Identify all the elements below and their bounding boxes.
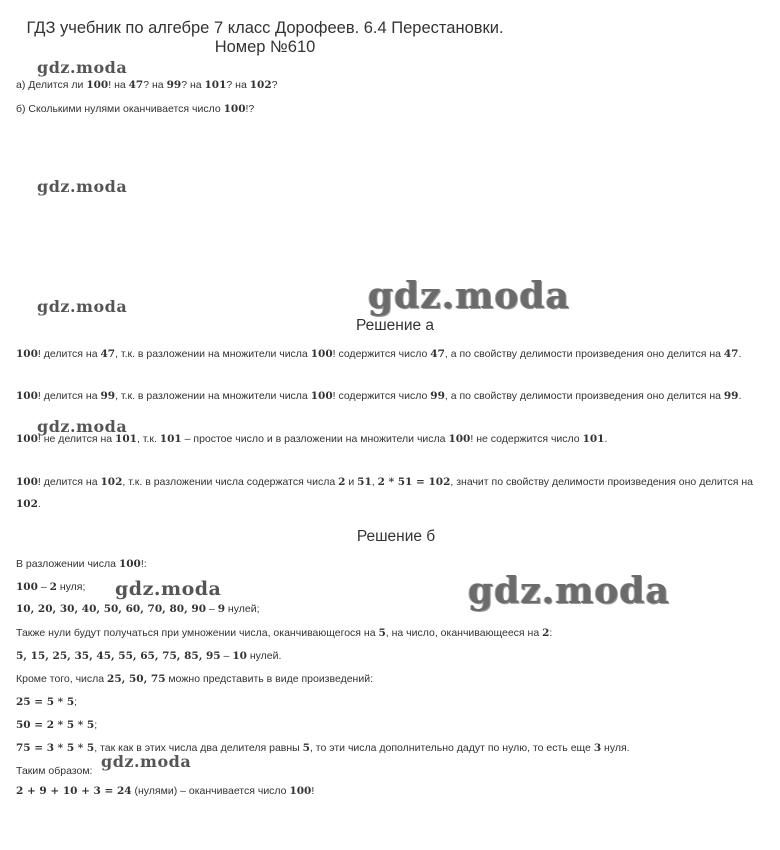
text-fragment: , т.к. в разложении на множители числа [115, 348, 311, 360]
solution-b-line [16, 715, 766, 736]
text-fragment: ? [271, 79, 278, 91]
text-fragment: ? на [181, 79, 205, 91]
text-fragment: : [549, 627, 553, 639]
text-fragment: – [206, 603, 218, 615]
text-fragment: . [738, 348, 742, 360]
solution-b-line [16, 623, 766, 644]
text-fragment: нуля. [601, 742, 630, 754]
text-fragment: и [345, 476, 358, 488]
task-b [16, 99, 766, 120]
solution-b-heading: Решение б [356, 528, 436, 545]
page-title-line-2: Номер №610 [214, 38, 316, 56]
solution-b-line [16, 669, 766, 690]
math-number: 100 [289, 785, 312, 797]
text-fragment: ? на [143, 79, 167, 91]
text-fragment: нулей; [225, 603, 260, 615]
text-fragment: – простое число и в разложении на множители числа [181, 433, 449, 445]
text-fragment: нуля; [56, 581, 86, 593]
math-number: 2 [542, 627, 550, 639]
watermark: gdz.moda [37, 177, 128, 196]
math-number: 100 [118, 558, 141, 570]
math-number: 100 [16, 348, 38, 360]
text-fragment: ! [311, 785, 315, 797]
math-number: 51 [357, 476, 372, 488]
solution-b-line [16, 781, 766, 802]
math-number: 25, 50, 75 [107, 673, 166, 685]
text-fragment: ! делится на [37, 476, 101, 488]
math-number: 3 [593, 742, 602, 754]
text-fragment: ; [94, 719, 98, 731]
math-number: 47 [128, 79, 144, 91]
text-fragment: нулей. [246, 650, 282, 662]
math-number: 75 = 3 * 5 * 5 [16, 742, 95, 754]
watermark: gdz.moda [115, 578, 222, 600]
watermark: gdz.moda [37, 297, 128, 316]
math-number: 2 [49, 581, 57, 593]
text-fragment: можно представить в виде произведений: [165, 673, 373, 685]
text-fragment: ! содержится число [332, 390, 431, 402]
watermark-large: gdz.moda [468, 570, 670, 612]
text-fragment: . [604, 433, 608, 445]
math-number: 25 = 5 * 5 [16, 696, 75, 708]
text-fragment: , а по свойству делимости произведения оно делится на [444, 390, 724, 402]
text-fragment: Таким образом: [16, 765, 93, 777]
text-fragment: , [371, 476, 378, 488]
task-a [16, 75, 766, 96]
math-number: 9 [217, 603, 225, 615]
math-number: 5 [302, 742, 310, 754]
solution-a-heading: Решение а [355, 317, 435, 334]
math-number: 47 [430, 348, 445, 360]
text-fragment: ! не содержится число [470, 433, 583, 445]
text-fragment: , то эти числа дополнительно дадут по нулю, то есть еще [309, 742, 594, 754]
text-fragment: ! не делится на [37, 433, 116, 445]
math-number: 10 [232, 650, 247, 662]
text-fragment: Кроме того, числа [16, 673, 108, 685]
watermark: gdz.moda [101, 752, 192, 771]
math-number: 100 [310, 390, 333, 402]
solution-b-line [16, 692, 766, 713]
text-fragment: Также нули будут получаться при умножении числа, оканчивающегося на [16, 627, 379, 639]
text-fragment: , на число, оканчивающееся на [385, 627, 543, 639]
text-fragment: , так как в этих числа два делителя равны [94, 742, 303, 754]
text-fragment: ! содержится число [332, 348, 431, 360]
math-number: 100 [16, 581, 38, 593]
math-number: 100 [448, 433, 471, 445]
math-number: 101 [115, 433, 137, 445]
text-fragment: , т.к. в разложении на множители числа [115, 390, 311, 402]
math-number: 102 [100, 476, 123, 488]
math-number: 2 * 51 = 102 [377, 476, 451, 488]
text-fragment: В разложении числа [16, 558, 119, 570]
math-number: 102 [16, 498, 38, 510]
text-fragment: . [37, 498, 41, 510]
text-fragment: б) Сколькими нулями оканчивается число [16, 103, 224, 115]
text-fragment: ! делится на [37, 348, 101, 360]
math-number: 100 [86, 79, 109, 91]
solution-b-line [16, 599, 766, 620]
watermark: gdz.moda [37, 58, 128, 77]
math-number: 101 [582, 433, 605, 445]
text-fragment: !? [245, 103, 255, 115]
solution-a-paragraph [16, 429, 766, 450]
math-number: 100 [16, 390, 38, 402]
text-fragment: ; [74, 696, 78, 708]
math-number: 102 [249, 79, 272, 91]
text-fragment: ! на [108, 79, 129, 91]
math-number: 2 [338, 476, 346, 488]
text-fragment: а) Делится ли [16, 79, 87, 91]
text-fragment: – [37, 581, 50, 593]
math-number: 100 [16, 476, 38, 488]
math-number: 47 [723, 348, 739, 360]
solution-a-paragraph-continued [16, 494, 766, 515]
text-fragment: ! делится на [37, 390, 101, 402]
watermark: gdz.moda [37, 417, 128, 436]
solution-a-paragraph [16, 386, 766, 407]
math-number: 10, 20, 30, 40, 50, 60, 70, 80, 90 [16, 603, 206, 615]
math-number: 101 [204, 79, 227, 91]
text-fragment: !: [140, 558, 147, 570]
math-number: 47 [100, 348, 116, 360]
text-fragment: , значит по свойству делимости произведения оно делится на [450, 476, 753, 488]
watermark-large: gdz.moda [368, 275, 570, 317]
math-number: 99 [100, 390, 116, 402]
math-number: 100 [310, 348, 333, 360]
text-fragment: ? на [226, 79, 250, 91]
math-number: 100 [16, 433, 38, 445]
text-fragment: (нулями) – оканчивается число [131, 785, 290, 797]
solution-a-paragraph [16, 344, 766, 365]
page-title-line-1: ГДЗ учебник по алгебре 7 класс Дорофеев. 6.4 Перестановки. [26, 19, 504, 37]
math-number: 50 = 2 * 5 * 5 [16, 719, 95, 731]
text-fragment: , а по свойству делимости произведения оно делится на [444, 348, 724, 360]
text-fragment: , т.к. в разложении числа содержатся числа [122, 476, 339, 488]
math-number: 99 [723, 390, 739, 402]
math-number: 99 [166, 79, 182, 91]
text-fragment: , т.к. [136, 433, 160, 445]
math-number: 2 + 9 + 10 + 3 = 24 [16, 785, 132, 797]
math-number: 5 [378, 627, 386, 639]
math-number: 100 [223, 103, 246, 115]
solution-a-paragraph [16, 472, 766, 493]
math-number: 99 [430, 390, 445, 402]
text-fragment: . [738, 390, 742, 402]
solution-b-line [16, 646, 766, 667]
text-fragment: – [220, 650, 233, 662]
math-number: 5, 15, 25, 35, 45, 55, 65, 75, 85, 95 [16, 650, 221, 662]
math-number: 101 [159, 433, 182, 445]
